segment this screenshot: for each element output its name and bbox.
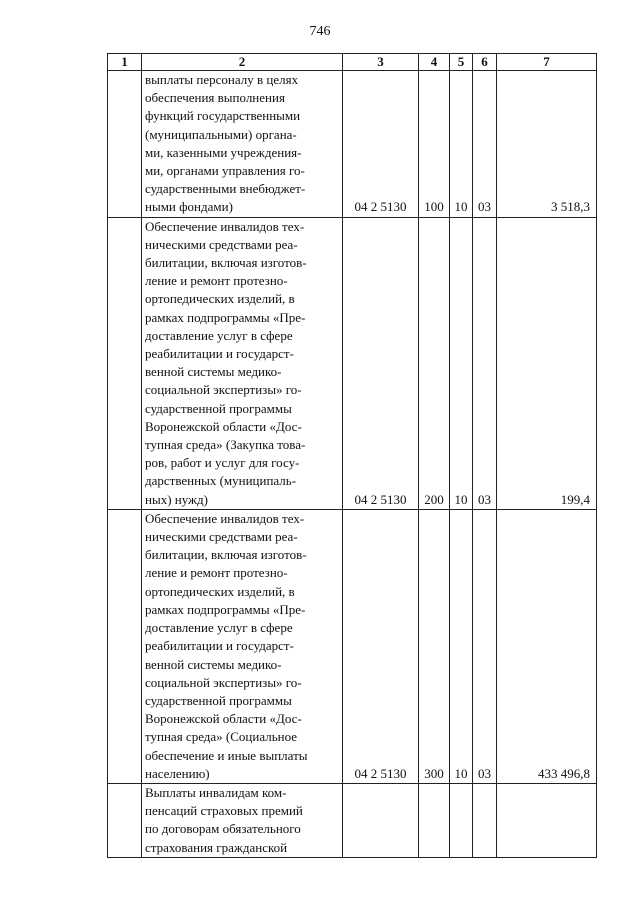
cell-subsection: 03 <box>473 509 497 783</box>
table-row <box>108 509 597 783</box>
description-line: ническими средствами реа- <box>145 236 298 252</box>
description-line: ление и ремонт протезно- <box>145 273 288 289</box>
cell-amount <box>497 783 597 857</box>
description-line: реабилитации и государст- <box>145 638 294 654</box>
header-col-7: 7 <box>497 54 597 71</box>
cell-target-article: 04 2 5130 <box>343 71 419 218</box>
budget-table <box>107 53 597 858</box>
description-line: обеспечение и иные выплаты <box>145 747 308 763</box>
description-line: сударственной программы <box>145 692 292 708</box>
description-line: сударственными внебюджет- <box>145 181 306 197</box>
description-line: функций государственными <box>145 108 301 124</box>
cell-amount: 433 496,8 <box>497 509 597 783</box>
description-line: Воронежской области «Дос- <box>145 418 302 434</box>
header-row <box>108 54 597 71</box>
cell-target-article: 04 2 5130 <box>343 217 419 509</box>
cell-section: 10 <box>450 71 473 218</box>
description-line: ными фондами) <box>145 199 233 215</box>
description-line: билитации, включая изготов- <box>145 255 307 271</box>
cell-expense-type: 200 <box>419 217 450 509</box>
cell-description <box>142 217 343 509</box>
description-line: ортопедических изделий, в <box>145 583 295 599</box>
description-line: населению) <box>145 765 210 781</box>
description-line: ных) нужд) <box>145 491 208 507</box>
description-line: Обеспечение инвалидов тех- <box>145 510 305 526</box>
header-col-4: 4 <box>419 54 450 71</box>
cell-target-article <box>343 783 419 857</box>
cell-target-article: 04 2 5130 <box>343 509 419 783</box>
description-line: ми, органами управления го- <box>145 163 305 179</box>
cell-description <box>142 509 343 783</box>
description-line: ление и ремонт протезно- <box>145 565 288 581</box>
cell-description <box>142 783 343 857</box>
description-line: венной системы медико- <box>145 656 282 672</box>
description-line: (муниципальными) органа- <box>145 126 297 142</box>
description-line: Воронежской области «Дос- <box>145 711 302 727</box>
cell-expense-type <box>419 783 450 857</box>
cell-subsection: 03 <box>473 71 497 218</box>
description-line: выплаты персоналу в целях <box>145 72 299 87</box>
cell-section: 10 <box>450 509 473 783</box>
description-line: тупная среда» (Закупка това- <box>145 437 306 453</box>
header-col-5: 5 <box>450 54 473 71</box>
description-line: реабилитации и государст- <box>145 346 294 362</box>
description-line: Обеспечение инвалидов тех- <box>145 218 305 234</box>
cell-index <box>108 783 142 857</box>
description-line: социальной экспертизы» го- <box>145 382 302 398</box>
description-line: доставление услуг в сфере <box>145 327 293 343</box>
description-line: билитации, включая изготов- <box>145 547 307 563</box>
cell-index <box>108 217 142 509</box>
description-line: дарственных (муниципаль- <box>145 473 297 489</box>
description-line: тупная среда» (Социальное <box>145 729 298 745</box>
description-line: ров, работ и услуг для госу- <box>145 455 300 471</box>
description-line: Выплаты инвалидам ком- <box>145 784 287 800</box>
cell-amount: 199,4 <box>497 217 597 509</box>
table-row <box>108 783 597 857</box>
table-row <box>108 71 597 218</box>
description-line: венной системы медико- <box>145 364 282 380</box>
cell-section: 10 <box>450 217 473 509</box>
cell-expense-type: 100 <box>419 71 450 218</box>
cell-subsection: 03 <box>473 217 497 509</box>
description-line: по договорам обязательного <box>145 821 301 837</box>
page-number: 746 <box>309 24 331 39</box>
cell-description <box>142 71 343 218</box>
description-line: сударственной программы <box>145 400 292 416</box>
description-line: доставление услуг в сфере <box>145 620 293 636</box>
description-line: пенсаций страховых премий <box>145 803 303 819</box>
description-line: обеспечения выполнения <box>145 90 285 106</box>
table-row <box>108 217 597 509</box>
cell-amount: 3 518,3 <box>497 71 597 218</box>
description-line: ортопедических изделий, в <box>145 291 295 307</box>
header-col-2: 2 <box>142 54 343 71</box>
cell-index <box>108 71 142 218</box>
description-line: социальной экспертизы» го- <box>145 674 302 690</box>
cell-subsection <box>473 783 497 857</box>
description-line: рамках подпрограммы «Пре- <box>145 309 306 325</box>
cell-expense-type: 300 <box>419 509 450 783</box>
cell-index <box>108 509 142 783</box>
cell-section <box>450 783 473 857</box>
header-col-1: 1 <box>108 54 142 71</box>
description-line: страхования гражданской <box>145 839 288 855</box>
header-col-3: 3 <box>343 54 419 71</box>
description-line: ническими средствами реа- <box>145 529 298 545</box>
description-line: рамках подпрограммы «Пре- <box>145 601 306 617</box>
header-col-6: 6 <box>473 54 497 71</box>
description-line: ми, казенными учреждения- <box>145 144 302 160</box>
